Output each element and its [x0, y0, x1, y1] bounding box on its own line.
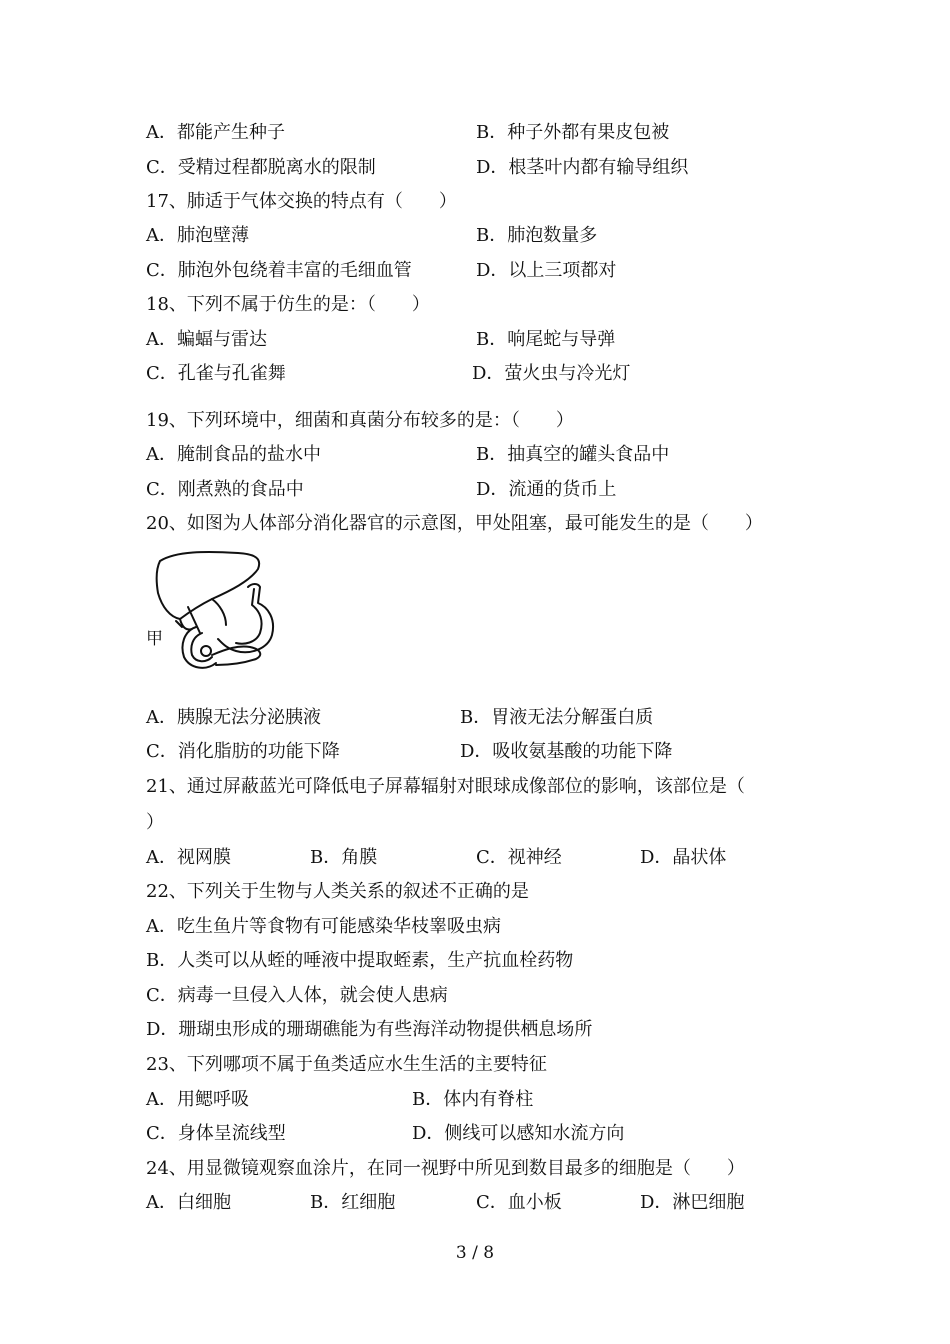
text-line: D．晶状体 — [640, 847, 727, 868]
text-line: 24、用显微镜观察血涂片，在同一视野中所见到数目最多的细胞是（ ） — [146, 1158, 745, 1179]
text-line: B．种子外都有果皮包被 — [476, 122, 670, 143]
page-number: 3 / 8 — [455, 1243, 495, 1263]
text-line: C．刚煮熟的食品中 — [146, 479, 304, 500]
text-line: C．受精过程都脱离水的限制 — [146, 157, 376, 178]
text-line: C．肺泡外包绕着丰富的毛细血管 — [146, 260, 412, 281]
text-line: D．以上三项都对 — [476, 260, 617, 281]
text-line: D．珊瑚虫形成的珊瑚礁能为有些海洋动物提供栖息场所 — [146, 1019, 593, 1040]
text-line: D．淋巴细胞 — [640, 1192, 745, 1213]
text-line: D．侧线可以感知水流方向 — [412, 1123, 625, 1144]
text-line: A．胰腺无法分泌胰液 — [146, 707, 321, 728]
text-line: A．用鳃呼吸 — [146, 1089, 249, 1110]
text-line: C．身体呈流线型 — [146, 1123, 286, 1144]
text-line: C．视神经 — [476, 847, 562, 868]
text-line: C．孔雀与孔雀舞 — [146, 363, 286, 384]
text-line: A．腌制食品的盐水中 — [146, 444, 321, 465]
text-line: A．视网膜 — [146, 847, 231, 868]
text-line: 17、肺适于气体交换的特点有（ ） — [146, 191, 457, 212]
text-line: A．吃生鱼片等食物有可能感染华枝睾吸虫病 — [146, 916, 501, 937]
text-line: B．体内有脊柱 — [412, 1089, 534, 1110]
digestive-organs-diagram — [146, 547, 286, 675]
text-line: D．流通的货币上 — [476, 479, 617, 500]
figure-label-jia: 甲 — [146, 629, 163, 649]
text-line: B．抽真空的罐头食品中 — [476, 444, 670, 465]
text-line: 21、通过屏蔽蓝光可降低电子屏幕辐射对眼球成像部位的影响，该部位是（ — [146, 776, 745, 797]
text-line: C．血小板 — [476, 1192, 562, 1213]
text-line: B．胃液无法分解蛋白质 — [460, 707, 654, 728]
text-line: C．消化脂肪的功能下降 — [146, 741, 340, 762]
text-line: A．肺泡壁薄 — [146, 225, 249, 246]
text-line: B．红细胞 — [310, 1192, 396, 1213]
text-line: B．人类可以从蛭的唾液中提取蛭素，生产抗血栓药物 — [146, 950, 574, 971]
text-line: D．吸收氨基酸的功能下降 — [460, 741, 673, 762]
text-line: A．蝙蝠与雷达 — [146, 329, 267, 350]
text-line: C．病毒一旦侵入人体，就会使人患病 — [146, 985, 448, 1006]
text-line: 23、下列哪项不属于鱼类适应水生生活的主要特征 — [146, 1054, 547, 1075]
text-line: B．角膜 — [310, 847, 378, 868]
text-line: 20、如图为人体部分消化器官的示意图，甲处阻塞，最可能发生的是（ ） — [146, 513, 763, 534]
text-line: D．根茎叶内都有输导组织 — [476, 157, 689, 178]
text-line: A．都能产生种子 — [146, 122, 285, 143]
text-line: B．肺泡数量多 — [476, 225, 598, 246]
text-line: 18、下列不属于仿生的是：（ ） — [146, 294, 430, 315]
text-line: D．萤火虫与冷光灯 — [472, 363, 631, 384]
digestive-organs-figure — [146, 547, 286, 675]
text-line: A．白细胞 — [146, 1192, 231, 1213]
text-line: B．响尾蛇与导弹 — [476, 329, 616, 350]
text-line: 22、下列关于生物与人类关系的叙述不正确的是 — [146, 881, 529, 902]
text-line: 19、下列环境中，细菌和真菌分布较多的是：（ ） — [146, 410, 574, 431]
text-line: ） — [146, 812, 164, 833]
